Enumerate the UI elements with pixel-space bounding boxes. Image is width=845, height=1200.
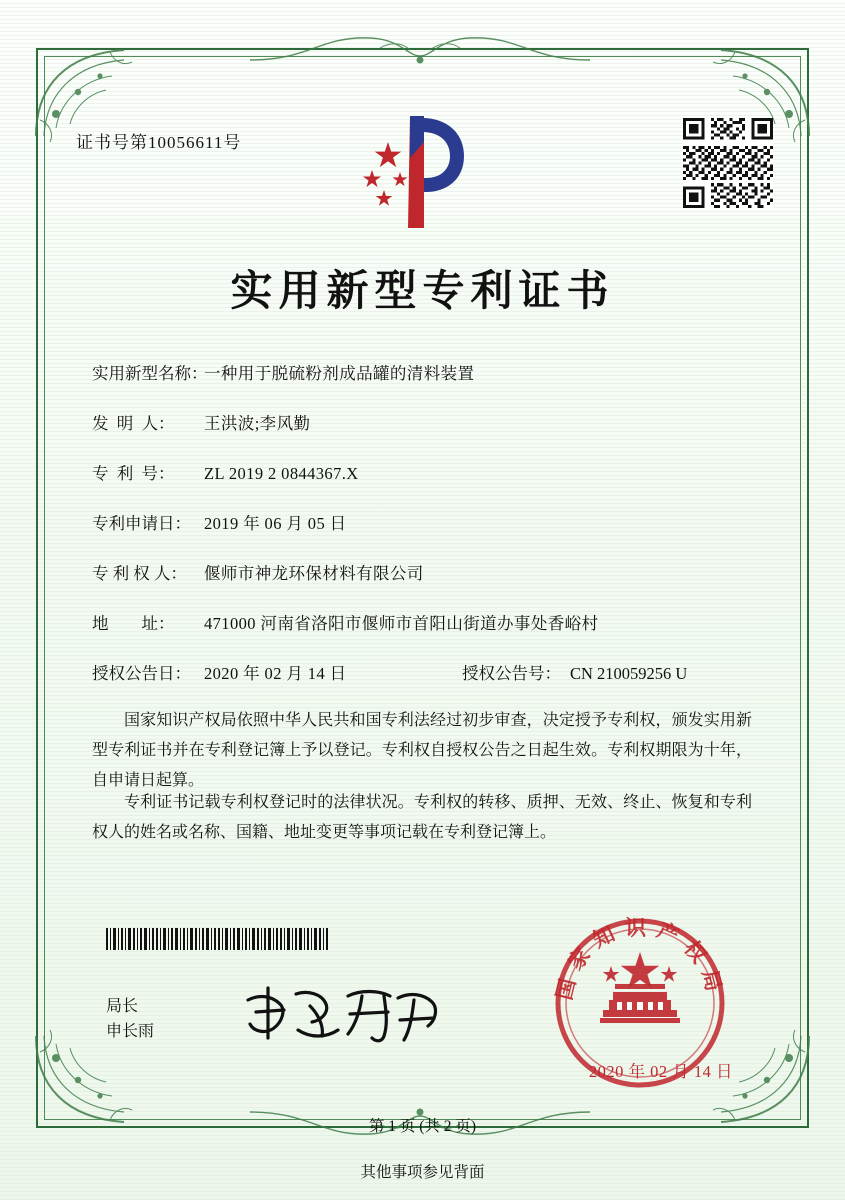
seal-date: 2020 年 02 月 14 日 bbox=[588, 1062, 733, 1081]
field-row bbox=[92, 560, 752, 584]
page-number: 第 1 页 (共 2 页) bbox=[368, 1118, 477, 1135]
signature-block bbox=[106, 994, 154, 1044]
paragraph-legal-status bbox=[92, 788, 752, 848]
top-edge-ornament-icon bbox=[250, 30, 590, 70]
grant-number-label: 授权公告号： bbox=[462, 664, 561, 683]
certificate-number: 证书号第10056611号 bbox=[76, 133, 242, 152]
grant-date-value: 2020 年 02 月 14 日 bbox=[204, 664, 347, 683]
field-label: 发 明 人： bbox=[92, 414, 175, 433]
grant-number-value: CN 210059256 U bbox=[570, 664, 688, 683]
field-value: 一种用于脱硫粉剂成品罐的清料装置 bbox=[204, 364, 475, 383]
qr-code-icon bbox=[683, 118, 773, 208]
field-value: 2019 年 06 月 05 日 bbox=[204, 514, 347, 533]
director-name: 申长雨 bbox=[106, 1023, 155, 1040]
field-value: 471000 河南省洛阳市偃师市首阳山街道办事处香峪村 bbox=[204, 614, 599, 633]
field-label: 专 利 权 人： bbox=[92, 564, 187, 583]
grant-row bbox=[92, 660, 752, 684]
field-value: 偃师市神龙环保材料有限公司 bbox=[204, 564, 424, 583]
field-label: 地 址： bbox=[92, 614, 175, 633]
field-row bbox=[92, 610, 752, 634]
field-list bbox=[92, 360, 752, 710]
director-title-label: 局长 bbox=[106, 998, 139, 1015]
page-title: 实用新型专利证书 bbox=[230, 269, 615, 315]
barcode-icon bbox=[106, 928, 328, 950]
handwritten-signature-icon bbox=[238, 980, 448, 1050]
paragraph-grant-statement bbox=[92, 706, 752, 796]
field-value: 王洪波;李风勤 bbox=[204, 414, 311, 433]
field-row bbox=[92, 510, 752, 534]
paragraph-text: 专利证书记载专利权登记时的法律状况。专利权的转移、质押、无效、终止、恢复和专利权人的姓名或名称、国籍、地址变更等事项记载在专利登记簿上。 bbox=[92, 794, 752, 841]
field-row bbox=[92, 410, 752, 434]
paragraph-text: 国家知识产权局依照中华人民共和国专利法经过初步审查，决定授予专利权，颁发实用新型专利证书并在专利登记簿上予以登记。专利权自授权公告之日起生效。专利权期限为十年，自申请日起算。 bbox=[92, 712, 752, 789]
field-label: 专利申请日： bbox=[92, 514, 191, 533]
field-label: 专 利 号： bbox=[92, 464, 175, 483]
field-row bbox=[92, 360, 752, 384]
svg-text:国家知识产权局: 国家知识产权局 bbox=[551, 915, 729, 1003]
field-label: 实用新型名称： bbox=[92, 364, 208, 383]
field-row bbox=[92, 460, 752, 484]
grant-date-label: 授权公告日： bbox=[92, 664, 191, 683]
footnote: 其他事项参见背面 bbox=[360, 1164, 485, 1181]
field-value: ZL 2019 2 0844367.X bbox=[204, 464, 359, 483]
cnipa-emblem-icon bbox=[352, 112, 474, 232]
